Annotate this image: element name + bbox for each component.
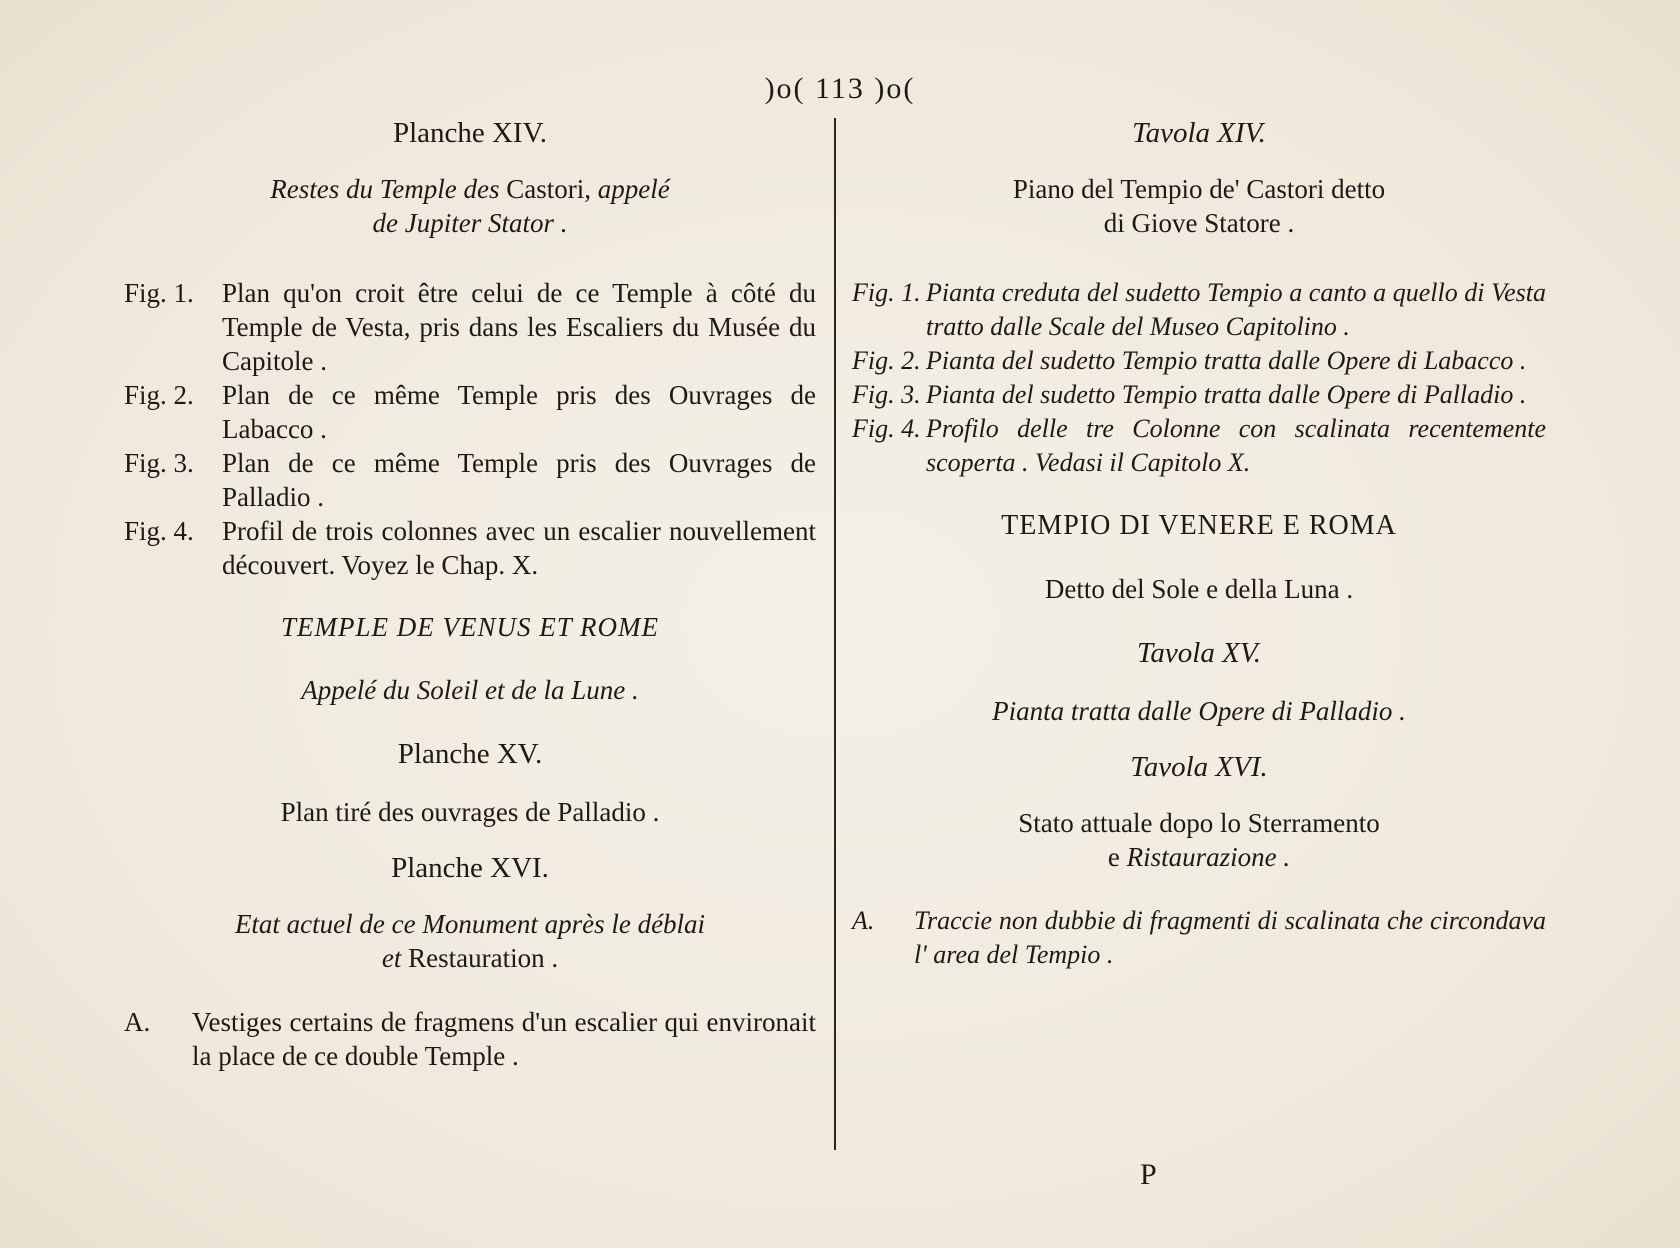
figure-text: Plan qu'on croit être celui de ce Temple à côté du Temple de Vesta, pris dans les Escaliers du Musée du Capitole . [222, 278, 816, 376]
plate-14-title-line: di Giove Statore . [1103, 208, 1295, 238]
figure-label: Fig. 3. [852, 380, 921, 409]
plate-15-heading: Planche XV. [397, 738, 543, 770]
figure-label: Fig. 2. [124, 380, 194, 410]
plate-14-heading: Planche XIV. [392, 117, 548, 149]
signature-mark: P [1140, 1158, 1157, 1191]
plate-14-title-part: Castori [506, 174, 585, 204]
figure-label: Fig. 1. [124, 278, 194, 308]
figure-entry [852, 276, 1546, 344]
item-entry [124, 1005, 816, 1073]
figure-label: Fig. 2. [852, 346, 921, 375]
plate-15-description: Pianta tratta dalle Opere di Palladio . [992, 696, 1406, 726]
figure-text: Profilo delle tre Colonne con scalinata recentemente scoperta . Vedasi il Capitolo X. [926, 414, 1546, 477]
plate-14-title [124, 172, 816, 240]
figure-entry [124, 514, 816, 582]
section-subheading: Appelé du Soleil et de la Lune . [301, 675, 639, 705]
plate-14-title [852, 172, 1546, 240]
figure-text: Pianta del sudetto Tempio tratta dalle Opere di Palladio . [926, 380, 1527, 409]
figure-entry [124, 378, 816, 446]
plate-16-title-part: e [1107, 842, 1120, 872]
plate-14-title-part: , appelé [584, 174, 670, 204]
figure-text: Plan de ce même Temple pris des Ouvrages de Palladio . [222, 448, 816, 512]
figure-entry [852, 378, 1546, 412]
figure-text: Plan de ce même Temple pris des Ouvrages de Labacco . [222, 380, 816, 444]
plate-14-heading: Tavola XIV. [1132, 117, 1266, 149]
plate-16-title [852, 806, 1546, 874]
plate-16-title-part: et [381, 943, 402, 973]
plate-15-description: Plan tiré des ouvrages de Palladio . [280, 797, 660, 827]
item-text: Traccie non dubbie di fragmenti di scalinata che circondava l' area del Tempio . [914, 906, 1546, 969]
plate-14-title-line: de Jupiter Stator . [372, 208, 568, 238]
item-label: A. [124, 1007, 151, 1037]
plate-16-title-part: Ristaurazione . [1126, 842, 1291, 872]
plate-14-figure-list [124, 276, 816, 582]
figure-text: Pianta del sudetto Tempio tratta dalle Opere di Labacco . [926, 346, 1527, 375]
plate-14-title-line: Piano del Tempio de' Castori detto [1012, 174, 1386, 204]
section-subheading: Detto del Sole e della Luna . [1044, 574, 1354, 604]
plate-15-heading: Tavola XV. [1136, 637, 1262, 669]
figure-text: Profil de trois colonnes avec un escalier nouvellement découvert. Voyez le Chap. X. [222, 516, 816, 580]
item-label: A. [852, 906, 875, 935]
plate-16-heading: Planche XVI. [391, 852, 549, 884]
column-divider [834, 118, 836, 1150]
italian-column [852, 108, 1546, 972]
plate-16-title-part: Restauration . [408, 943, 559, 973]
figure-entry [124, 446, 816, 514]
plate-16-heading: Tavola XVI. [1130, 751, 1268, 783]
figure-entry [852, 412, 1546, 480]
item-entry [852, 904, 1546, 972]
figure-text: Pianta creduta del sudetto Tempio a canto a quello di Vesta tratto dalle Scale del Museo Capitolino . [926, 278, 1546, 341]
figure-label: Fig. 3. [124, 448, 194, 478]
item-text: Vestiges certains de fragmens d'un escalier qui environait la place de ce double Temple . [192, 1007, 816, 1071]
french-column [124, 108, 816, 1073]
figure-label: Fig. 4. [852, 414, 921, 443]
section-heading: TEMPLE DE VENUS ET ROME [281, 612, 659, 642]
page-header: )o( 113 )o( [764, 72, 916, 105]
plate-16-title-line: Stato attuale dopo lo Sterramento [1018, 808, 1380, 838]
figure-entry [852, 344, 1546, 378]
plate-14-title-part: Restes du Temple des [270, 174, 500, 204]
plate-16-title [124, 907, 816, 975]
figure-entry [124, 276, 816, 378]
plate-16-title-line: Etat actuel de ce Monument après le déblai [234, 909, 706, 939]
figure-label: Fig. 1. [852, 278, 921, 307]
section-heading: TEMPIO DI VENERE E ROMA [1001, 510, 1397, 541]
figure-label: Fig. 4. [124, 516, 194, 546]
plate-14-figure-list [852, 276, 1546, 480]
